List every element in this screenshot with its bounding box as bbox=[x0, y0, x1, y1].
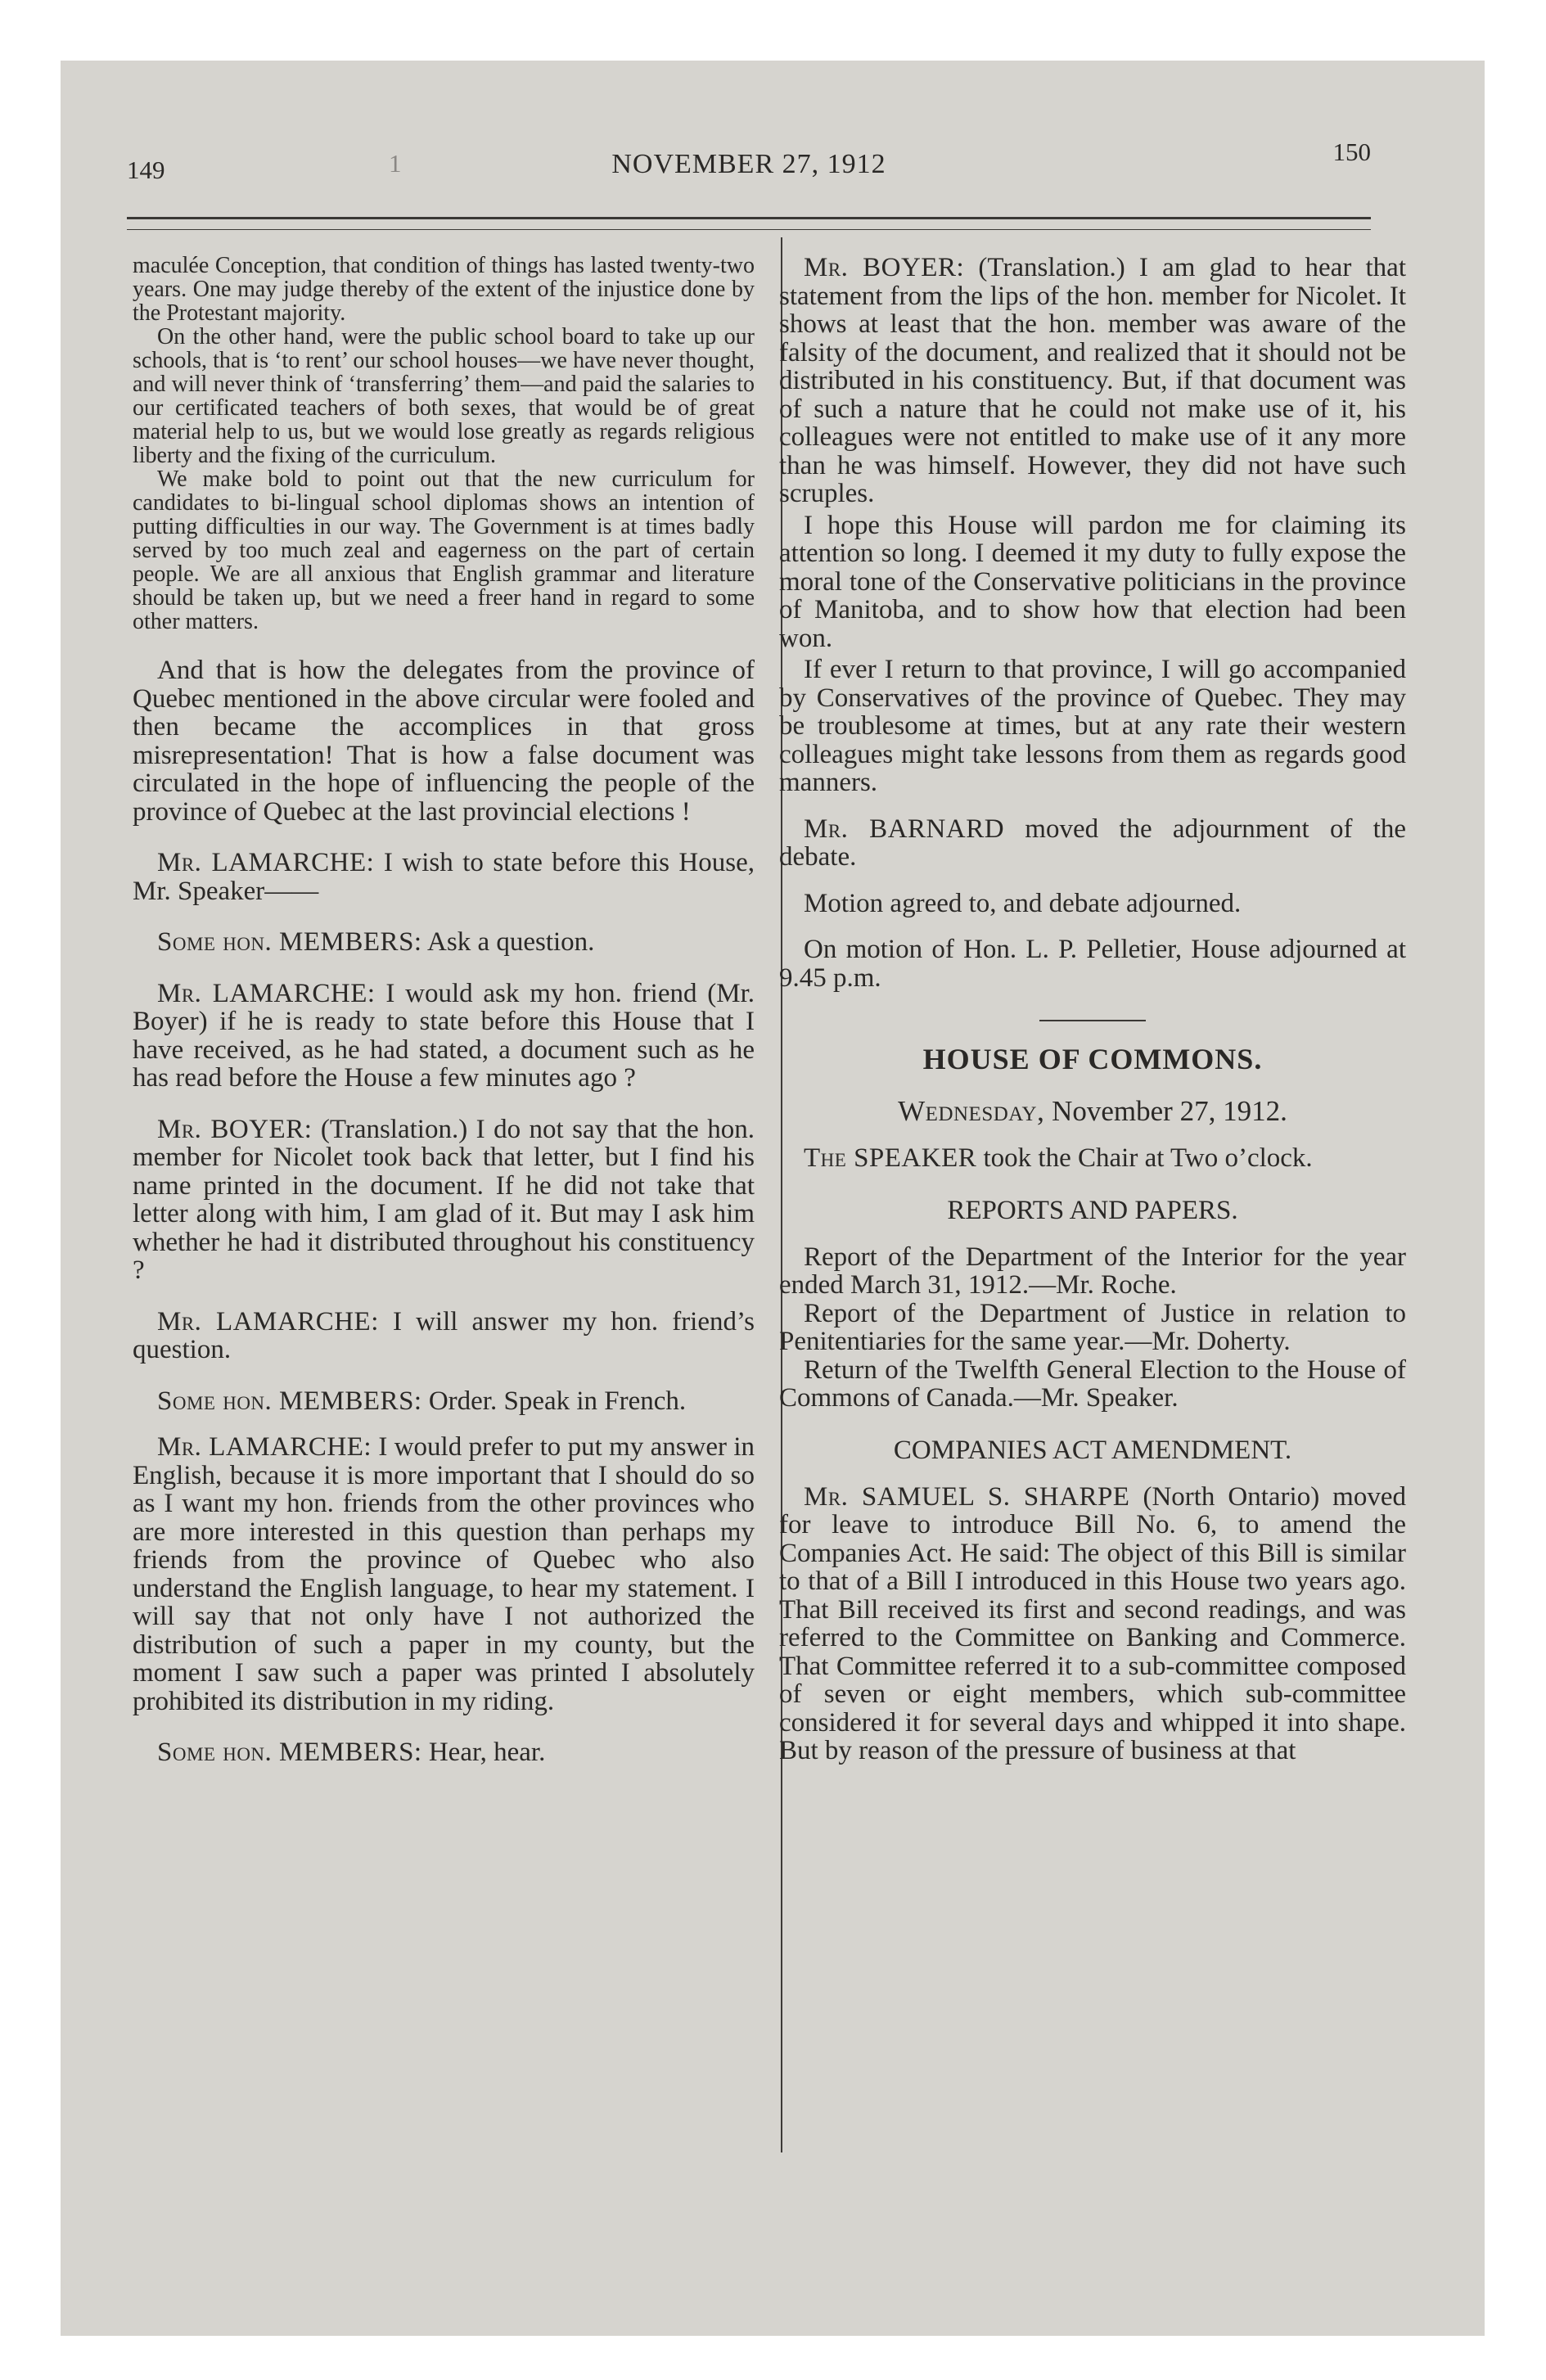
left-page-number: 149 bbox=[127, 156, 165, 184]
speech-paragraph: Mr. BOYER: (Translation.) I do not say that the hon. member for Nicolet took back that letter, but I find his name printed in the document. If he did not take that letter along with him, I am glad of it. But may I ask him whether he had it distributed throughout his constituency ? bbox=[133, 1114, 755, 1285]
header-rule-thin bbox=[127, 229, 1371, 230]
page-date-title: NOVEMBER 27, 1912 bbox=[611, 149, 886, 179]
speech-paragraph: Mr. LAMARCHE: I would ask my hon. friend (Mr. Boyer) if he is ready to state before this House that I have received, as he had stated, a document such as he has read before the House a few minutes ago ? bbox=[133, 978, 755, 1093]
paragraph: And that is how the delegates from the province of Quebec mentioned in the above circular were fooled and then became the accomplices in that gross misrepresentation! That is how a false document was circulated in the hope of influencing the people of the province of Quebec at the last provincial elections ! bbox=[133, 656, 755, 827]
speaker-name: Some hon. MEMBERS: bbox=[157, 1738, 422, 1767]
speech-paragraph: Mr. BOYER: (Translation.) I am glad to hear that statement from the lips of the hon. member for Nicolet. It shows at least that the hon. member was aware of the falsity of the document, and realized that it should not be distributed in his constituency. But, if that document was of such a nature that he could not make use of it, his colleagues were not entitled to make use of it any more than he was himself. However, they did not have such scruples. bbox=[779, 253, 1406, 508]
paragraph: Motion agreed to, and debate adjourned. bbox=[804, 888, 1242, 918]
speaker-name: Mr. BOYER: bbox=[157, 1114, 313, 1144]
speaker-name: Some hon. MEMBERS: bbox=[157, 927, 422, 957]
house-heading: HOUSE OF COMMONS. bbox=[922, 1043, 1263, 1075]
sitting-date: Wednesday, November 27, 1912. bbox=[898, 1095, 1287, 1127]
report-item: Return of the Twelfth General Election to the House of Commons of Canada.—Mr. Speaker. bbox=[779, 1355, 1406, 1413]
speech-paragraph: Mr. LAMARCHE: I will answer my hon. friend’s question. bbox=[133, 1306, 755, 1364]
speaker-name: The SPEAKER bbox=[804, 1143, 977, 1173]
weekday: Wednesday, bbox=[898, 1095, 1045, 1127]
speech-paragraph: Some hon. MEMBERS: Hear, hear. bbox=[157, 1738, 546, 1767]
speaker-name: Mr. LAMARCHE: bbox=[157, 1432, 372, 1462]
speaker-name: Mr. BARNARD bbox=[804, 814, 1005, 844]
section-heading: COMPANIES ACT AMENDMENT. bbox=[893, 1435, 1292, 1465]
paragraph: If ever I return to that province, I will go accompanied by Conservatives of the province of Quebec. They may be troublesome at times, but at any rate their western colleagues might take lessons from them as regards good manners. bbox=[779, 655, 1406, 797]
speech-paragraph: Mr. LAMARCHE: I wish to state before this House, Mr. Speaker—— bbox=[133, 848, 755, 906]
paragraph: On motion of Hon. L. P. Pelletier, House adjourned at 9.45 p.m. bbox=[779, 935, 1406, 993]
speaker-name: Mr. SAMUEL S. SHARPE bbox=[804, 1481, 1130, 1512]
left-column bbox=[133, 254, 755, 1767]
margin-mark: 1 bbox=[389, 149, 402, 178]
speech-paragraph: Mr. BARNARD moved the adjournment of the debate. bbox=[779, 814, 1407, 872]
right-column bbox=[779, 254, 1406, 1765]
header-rule-thick bbox=[127, 217, 1371, 219]
paragraph: On the other hand, were the public school board to take up our schools, that is ‘to rent’ our school houses—we have never thought, and will never think of ‘transferring’ them—and paid the salaries to our certificated teachers of both sexes, that would be of great material help to us, but we would lose greatly as regards religious liberty and the fixing of the curriculum. bbox=[133, 324, 755, 468]
section-heading: REPORTS AND PAPERS. bbox=[947, 1195, 1238, 1225]
page-header bbox=[127, 137, 1371, 187]
report-item: Report of the Department of Justice in relation to Penitentiaries for the same year.—Mr. Doherty. bbox=[779, 1298, 1406, 1356]
speaker-name: Mr. LAMARCHE: bbox=[157, 848, 375, 877]
speaker-name: Mr. LAMARCHE: bbox=[157, 978, 376, 1008]
speaker-name: Mr. LAMARCHE: bbox=[157, 1306, 379, 1336]
paragraph: We make bold to point out that the new curriculum for candidates to bi-lingual school diplomas shows an intention of putting difficulties in our way. The Government is at times badly served by too much zeal and eagerness on the part of certain people. We are all anxious that English grammar and literature should be taken up, but we need a freer hand in regard to some other matters. bbox=[133, 467, 755, 634]
speech-paragraph: Some hon. MEMBERS: Order. Speak in French. bbox=[157, 1386, 687, 1416]
speech-paragraph: Mr. LAMARCHE: I would prefer to put my answer in English, because it is more important that I should do so as I want my hon. friends from the other provinces who are more interested in this question than perhaps my friends from the province of Quebec who also understand the English language, to hear my statement. I will say that not only have I not authorized the distribution of such a paper in my county, but the moment I saw such a paper was printed I absolutely prohibited its distribution in my riding. bbox=[133, 1432, 755, 1716]
speech-paragraph: The SPEAKER took the Chair at Two o’clock. bbox=[804, 1143, 1313, 1173]
speaker-name: Some hon. MEMBERS: bbox=[157, 1386, 422, 1416]
speaker-name: Mr. BOYER: bbox=[804, 253, 965, 282]
paragraph: maculée Conception, that condition of things has lasted twenty-two years. One may judge thereby of the extent of the injustice done by the Protestant majority. bbox=[133, 253, 755, 326]
report-item: Report of the Department of the Interior for the year ended March 31, 1912.—Mr. Roche. bbox=[779, 1242, 1406, 1300]
paragraph: I hope this House will pardon me for claiming its attention so long. I deemed it my duty to fully expose the moral tone of the Conservative politicians in the province of Manitoba, and to show how that election had been won. bbox=[779, 510, 1406, 653]
speech-paragraph: Mr. SAMUEL S. SHARPE (North Ontario) moved for leave to introduce Bill No. 6, to amend the Companies Act. He said: The object of this Bill is similar to that of a Bill I introduced in this House two years ago. That Bill received its first and second readings, and was referred to the Committee on Banking and Commerce. That Committee referred it to a sub-committee composed of seven or eight members, which sub-committee considered it for several days and whipped it into shape. But by reason of the pressure of business at that bbox=[779, 1481, 1406, 1765]
speech-paragraph: Some hon. MEMBERS: Ask a question. bbox=[157, 927, 595, 957]
right-page-number: 150 bbox=[1332, 137, 1371, 166]
section-divider bbox=[1039, 1020, 1146, 1021]
